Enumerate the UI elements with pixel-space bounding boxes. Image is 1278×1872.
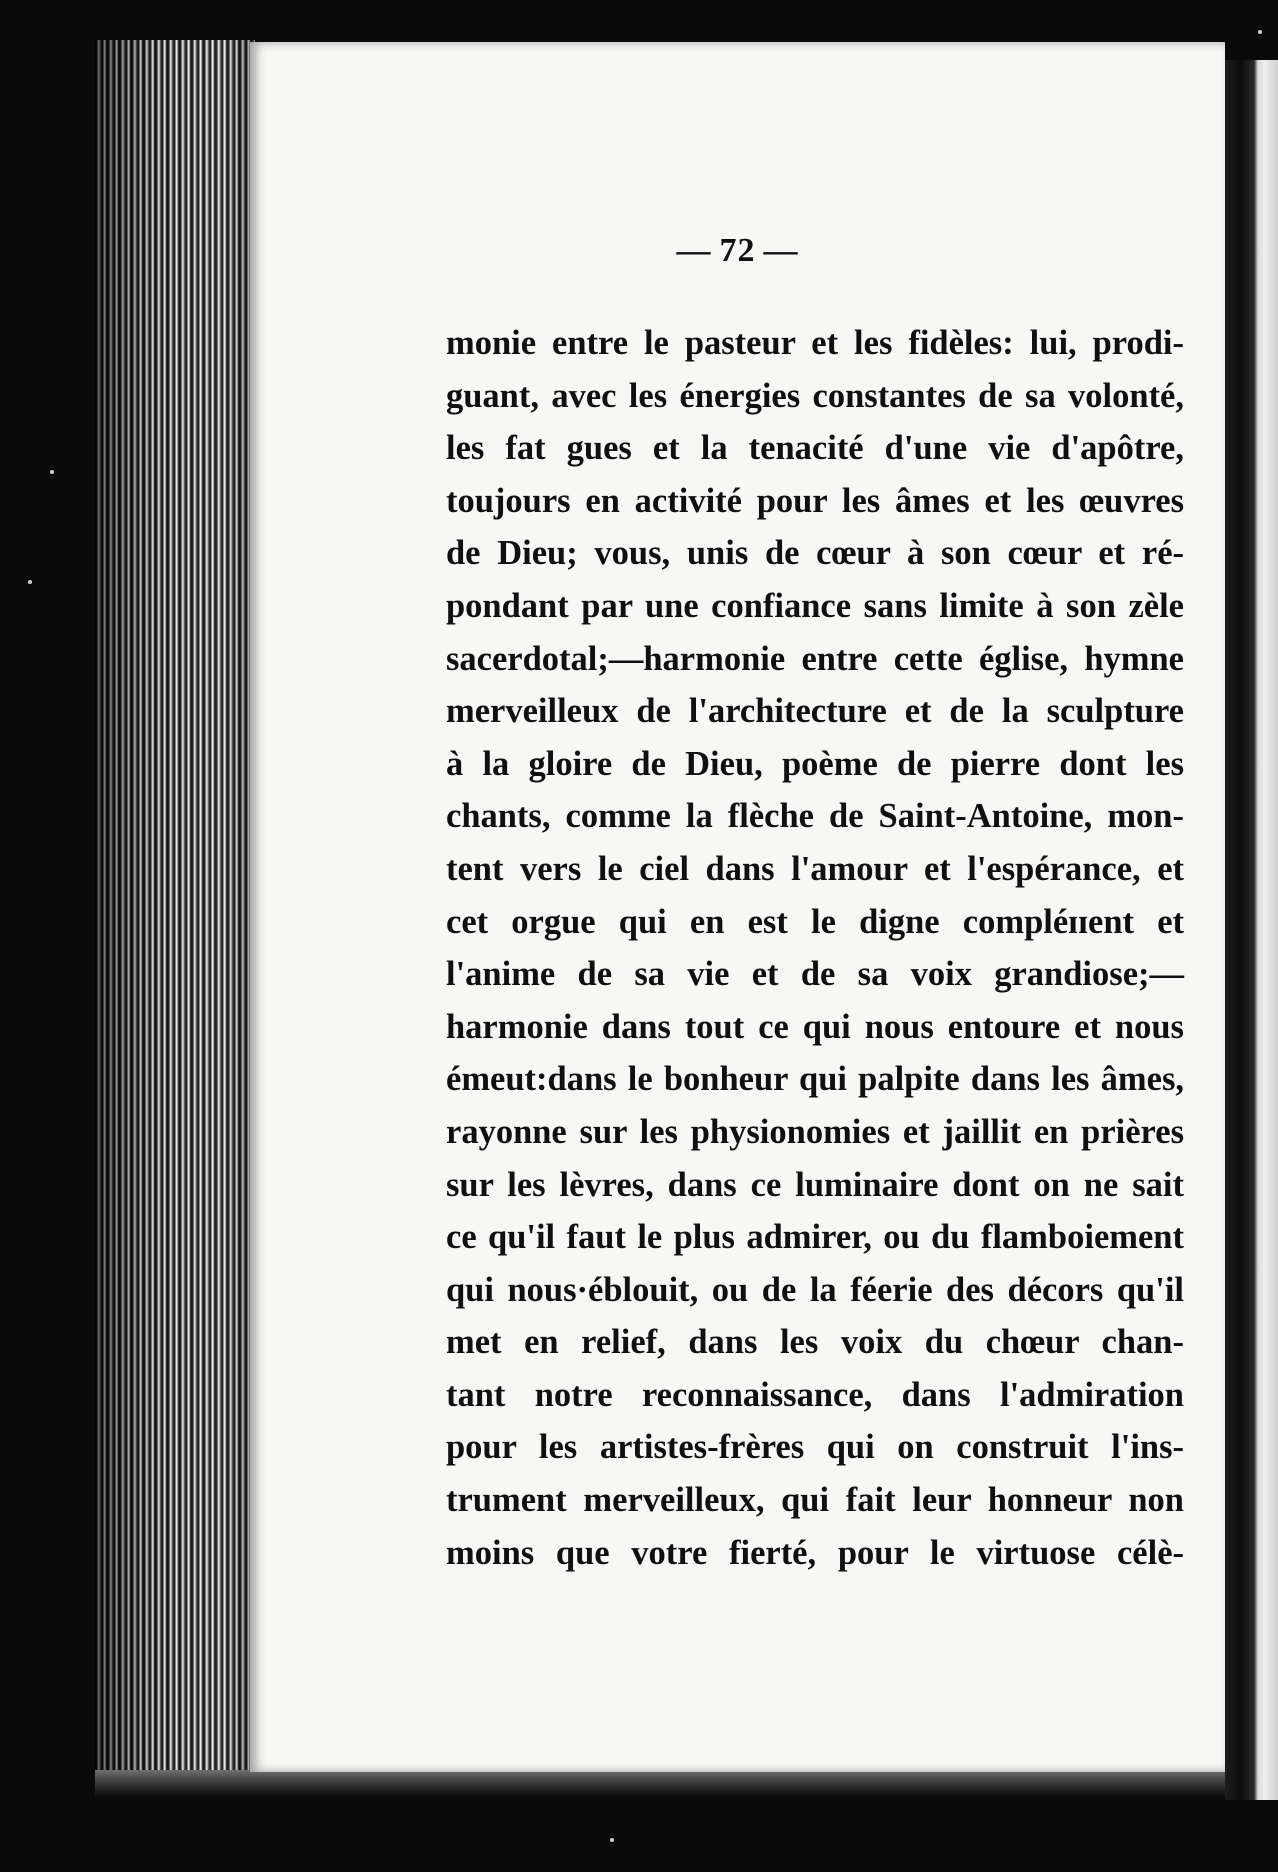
text-line: chants, comme la flèche de Saint-Antoine, mon- — [446, 797, 1184, 836]
text-line: monie entre le pasteur et les fidèles: lui, prodi- — [446, 324, 1184, 362]
scan-speck — [28, 580, 32, 584]
text-line: cet orgue qui en est le digne compléɪɪent et — [446, 902, 1184, 941]
page-number-value: 72 — [719, 232, 756, 269]
binding-edge — [1225, 60, 1278, 1800]
text-line: toujours en activité pour les âmes et les œuvres — [446, 481, 1184, 520]
text-line: l'anime de sa vie et de sa voix grandiose;— — [446, 955, 1184, 994]
text-line: sacerdotal;—harmonie entre cette église, hymne — [446, 639, 1184, 678]
text-line: guant, avec les énergies constantes de sa volonté, — [446, 376, 1184, 415]
text-line: moins que votre fierté, pour le virtuose célè- — [446, 1533, 1184, 1572]
page-number — [250, 232, 1225, 270]
text-line: trument merveilleux, qui fait leur honneur non — [446, 1481, 1184, 1520]
text-line: émeut:dans le bonheur qui palpite dans les âmes, — [446, 1060, 1184, 1099]
text-line: sur les lèvres, dans ce luminaire dont on ne sait — [446, 1165, 1184, 1204]
text-line: pondant par une confiance sans limite à son zèle — [446, 586, 1184, 625]
text-line: les fat gues et la tenacité d'une vie d'apôtre, — [446, 429, 1184, 468]
text-line: pour les artistes-frères qui on construit l'ins- — [446, 1428, 1184, 1467]
body-text — [446, 317, 1184, 1579]
scan-speck — [610, 1838, 614, 1842]
text-line: de Dieu; vous, unis de cœur à son cœur et ré- — [446, 534, 1184, 573]
page-paper — [250, 42, 1225, 1772]
text-line: harmonie dans tout ce qui nous entoure et nous — [446, 1007, 1184, 1046]
scan-speck — [1258, 30, 1262, 34]
text-line: qui nous·éblouit, ou de la féerie des décors qu'il — [446, 1270, 1184, 1309]
scan-speck — [50, 470, 54, 474]
text-line: met en relief, dans les voix du chœur chan- — [446, 1323, 1184, 1362]
text-line: rayonne sur les physionomies et jaillit en prières — [446, 1112, 1184, 1151]
page-number-suffix: — — [763, 232, 799, 269]
page-number-prefix: — — [676, 232, 712, 269]
page-bottom-shadow — [95, 1770, 1225, 1798]
text-line: ce qu'il faut le plus admirer, ou du flamboiement — [446, 1218, 1184, 1257]
text-line: tent vers le ciel dans l'amour et l'espérance, et — [446, 849, 1184, 888]
text-line: tant notre reconnaissance, dans l'admiration — [446, 1375, 1184, 1414]
text-line: merveilleux de l'architecture et de la sculpture — [446, 692, 1184, 731]
text-line: à la gloire de Dieu, poème de pierre dont les — [446, 744, 1184, 783]
page-edges — [95, 40, 255, 1788]
